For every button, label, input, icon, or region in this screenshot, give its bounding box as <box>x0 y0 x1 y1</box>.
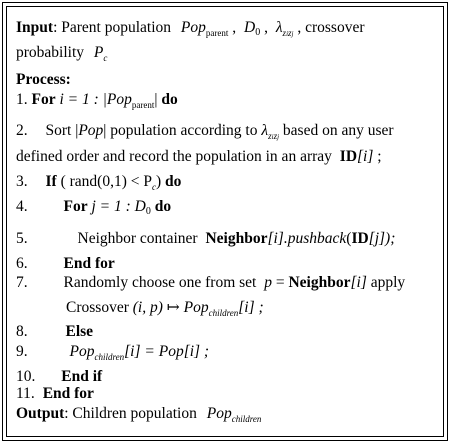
input-line-2: probability $P_c$ <box>16 44 108 63</box>
output-line: Output: Children population Pop$_{children}$ <box>16 405 262 424</box>
step-2-cont: defined order and record the population in an array ID[i] ; <box>16 148 382 165</box>
step-7: 7. Randomly choose one from set p = Neighbor[i] apply <box>16 274 406 291</box>
step-8: 8. Else <box>16 323 94 340</box>
pop-parent-symbol: Pop <box>180 19 206 36</box>
step-1: 1. For i = 1 : |Pop$_{parent}$| do <box>16 91 178 110</box>
input-label: Input <box>16 19 54 36</box>
step-3: 3. If ( rand(0,1) < $P_c$) do <box>16 173 182 192</box>
step-6: 6. End for <box>16 255 115 272</box>
lambda-symbol: λ <box>275 19 283 36</box>
input-line: Input: Parent population Pop$_{parent}$ , D0 , $\lambda_{zizj}$ , crossover <box>16 19 365 38</box>
step-2: 2. Sort |Pop| population according to $\lambda_{zizj}$ based on any user <box>16 122 394 141</box>
step-7-cont: Crossover (i, p) ↦ Pop$_{children}$[i] ; <box>66 299 264 318</box>
input-text: Parent population <box>61 19 172 36</box>
output-label: Output <box>16 405 65 422</box>
process-label: Process: <box>16 71 71 88</box>
step-10: 10. End if <box>16 368 103 385</box>
pop-children-symbol: Pop <box>206 405 232 422</box>
pc-symbol: P <box>93 44 104 61</box>
step-4: 4. For j = 1 : D0 do <box>16 198 172 217</box>
step-9: 9. Pop$_{children}$[i] = Pop[i] ; <box>16 343 210 362</box>
step-5: 5. Neighbor container Neighbor[i].pushback(ID[j]); <box>16 230 396 247</box>
d0-symbol: D <box>244 19 256 36</box>
step-11: 11. End for <box>16 385 94 402</box>
